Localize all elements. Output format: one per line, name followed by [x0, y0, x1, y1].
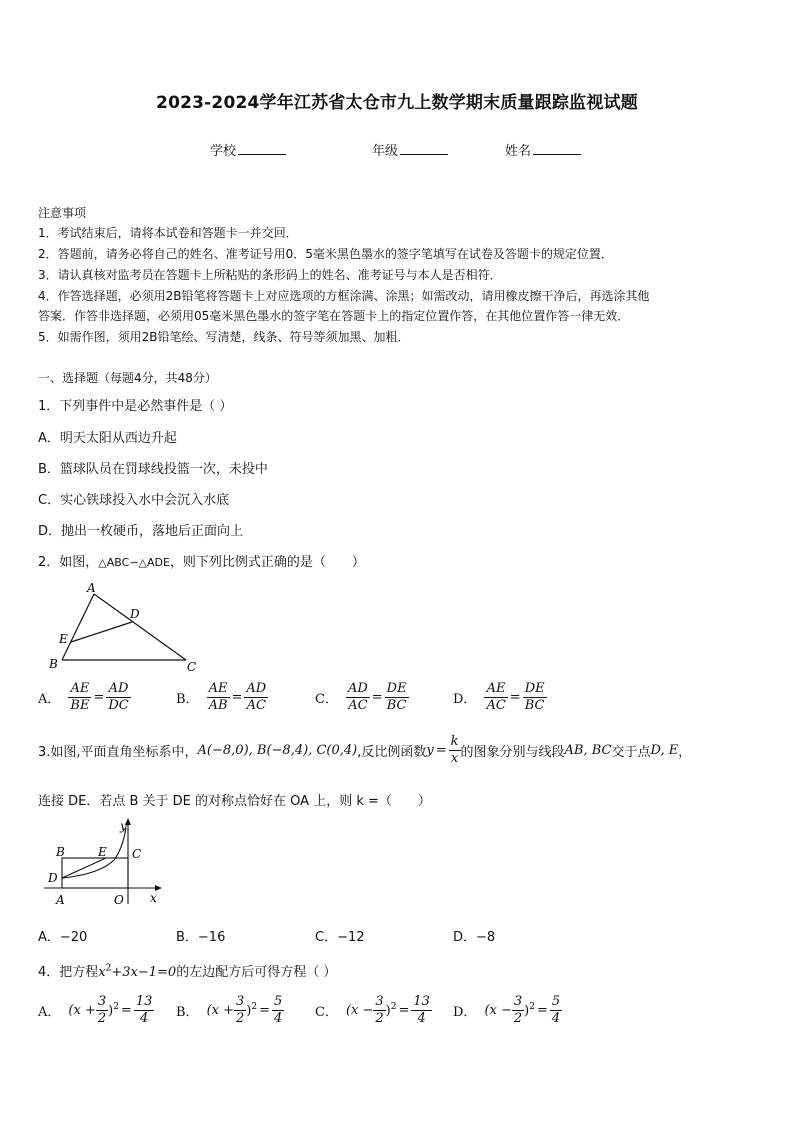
q2-triangle-figure [44, 576, 214, 676]
notice-item: 5．如需作图，须用2B铅笔绘、写清楚，线条、符号等须加黑、加粗． [38, 330, 410, 344]
label-b: B [49, 657, 58, 671]
label-e: E [59, 632, 68, 646]
label-c: C [187, 660, 197, 674]
notice-item: 4．作答选择题，必须用2B铅笔将答题卡上对应选项的方框涂满、涂黑；如需改动，请用橡皮擦干净后，再选涂其他 [38, 289, 650, 303]
label-x: x [150, 891, 157, 905]
section-heading: 一、选择题（每题4分，共48分） [38, 371, 217, 385]
q3-func-fraction: $\frac{k}{x}$ [450, 734, 459, 766]
grade-field[interactable] [372, 140, 448, 159]
label-b: B [56, 845, 65, 859]
label-a: A [56, 893, 65, 907]
notice-item: 2．答题前，请务必将自己的姓名、准考证号用0．5毫米黑色墨水的签字笔填写在试卷及答题卡的规定位置． [38, 247, 613, 261]
grade-label: 年级 [372, 144, 399, 159]
school-field[interactable] [210, 140, 286, 159]
notice-item: 答案．作答非选择题，必须用05毫米黑色墨水的签字笔在答题卡上的指定位置作答，在其他位置作答一律无效． [38, 309, 630, 323]
notice-item: 1．考试结束后，请将本试卷和答题卡一并交回． [38, 226, 298, 240]
q2-stem-suffix: ，则下列比例式正确的是（ ） [169, 555, 365, 570]
q1-option-a: A．明天太阳从西边升起 [38, 431, 177, 446]
q3-option-d: D．−8 [453, 930, 496, 945]
question-4-stem: 4．把方程$x^2+3x-1=0$的左边配方后可得方程（ ） [38, 963, 337, 980]
question-2-stem [38, 551, 365, 570]
q4-option-d: D． (x − $\frac{3}{2}$ )$^2$ = $\frac{5}{4}$ [453, 994, 561, 1026]
question-1-stem: 1．下列事件中是必然事件是（ ） [38, 399, 233, 414]
q3-points-de: D, E [650, 743, 679, 758]
q3-option-a: A．−20 [38, 930, 88, 945]
q3-text-4: 交于点 [611, 745, 651, 760]
q2-option-b: B． $\frac{AE}{AB}$ = $\frac{AD}{AC}$ [176, 681, 267, 713]
q2-option-c: C． $\frac{AD}{AC}$ = $\frac{DE}{BC}$ [315, 681, 407, 713]
q4-equation-x: x [98, 965, 106, 980]
q1-option-b: B．篮球队员在罚球线投篮一次，未投中 [38, 462, 268, 477]
q3-coordinate-figure [44, 816, 174, 910]
q4-equation-rest: +3x−1=0 [111, 965, 177, 980]
label-d: D [48, 871, 58, 885]
q3-option-b: B．−16 [176, 930, 226, 945]
question-3-stem: 3.如图,平面直角坐标系中， A(−8,0), B(−8,4), C(0,4) ,反比例函数 y = $\frac{k}{x}$ 的图象分别与线段 AB, BC 交于点 D, E ， [38, 734, 692, 766]
q4-stem-prefix: 4．把方程 [38, 965, 99, 980]
q4-stem-suffix: 的左边配方后可得方程（ ） [176, 965, 337, 980]
label-a: A [87, 581, 96, 595]
q4-option-c: C． (x − $\frac{3}{2}$ )$^2$ = $\frac{13}{4}$ [315, 994, 430, 1026]
question-3-line2: 连接 DE．若点 B 关于 DE 的对称点恰好在 OA 上，则 k =（ ） [38, 794, 431, 809]
label-e: E [98, 845, 107, 859]
label-y: y [120, 819, 127, 833]
q3-text-2: ,反比例函数 [357, 745, 427, 760]
q2-option-a: A． $\frac{AE}{BE}$ = $\frac{AD}{DC}$ [38, 681, 129, 713]
q3-points: A(−8,0), B(−8,4), C(0,4) [197, 743, 358, 758]
hyperbola-curve [62, 828, 126, 878]
label-d: D [130, 607, 140, 621]
label-o: O [114, 893, 124, 907]
segment-ab [62, 594, 94, 660]
school-label: 学校 [210, 144, 237, 159]
q4-option-b: B． (x + $\frac{3}{2}$ )$^2$ = $\frac{5}{4}$ [176, 994, 283, 1026]
q4-option-a: A． (x + $\frac{3}{2}$ )$^2$ = $\frac{13}{4}$ [38, 994, 153, 1026]
segment-de [71, 622, 132, 642]
label-c: C [132, 847, 142, 861]
q3-text-5: ， [678, 745, 692, 760]
segment-ac [94, 594, 186, 660]
q3-text-1: 3.如图,平面直角坐标系中， [38, 745, 198, 760]
q3-func-y: y [426, 743, 434, 758]
q2-stem-prefix: 2．如图， [38, 555, 99, 570]
q3-option-c: C．−12 [315, 930, 365, 945]
q3-segments: AB, BC [564, 743, 612, 758]
name-label: 姓名 [505, 144, 532, 159]
q1-option-c: C．实心铁球投入水中会沉入水底 [38, 493, 230, 508]
page-title: 2023-2024学年江苏省太仓市九上数学期末质量跟踪监视试题 [156, 93, 638, 113]
q2-option-d: D． $\frac{AE}{AC}$ = $\frac{DE}{BC}$ [453, 681, 545, 713]
notice-heading: 注意事项 [38, 206, 87, 220]
name-field[interactable] [505, 140, 581, 159]
q2-similarity: △ABC∽△ADE [98, 556, 170, 569]
q1-option-d: D．抛出一枚硬币，落地后正面向上 [38, 524, 244, 539]
q3-text-3: 的图象分别与线段 [460, 745, 565, 760]
notice-item: 3．请认真核对监考员在答题卡上所粘贴的条形码上的姓名、准考证号与本人是否相符． [38, 268, 502, 282]
